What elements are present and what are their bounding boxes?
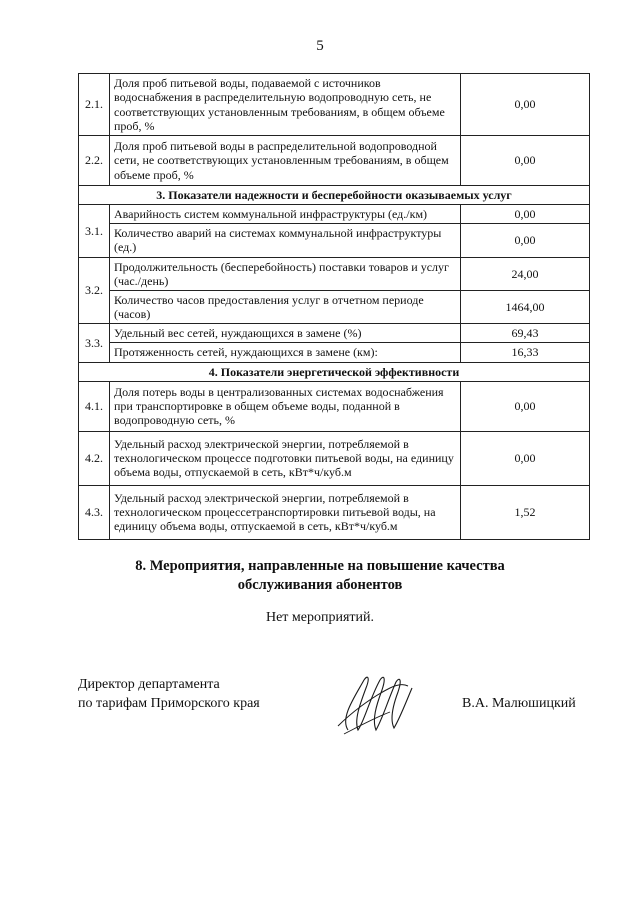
indicator-description: Протяженность сетей, нуждающихся в замене (км): [110,343,461,362]
table-section-row [79,186,590,205]
row-number: 2.2. [79,136,110,186]
indicator-description: Удельный вес сетей, нуждающихся в замене (%) [110,324,461,343]
section-heading: 3. Показатели надежности и бесперебойности оказываемых услуг [79,186,590,205]
table-row [79,324,590,343]
signer-position-line-1: Директор департамента [78,677,220,692]
indicator-value: 0,00 [461,381,590,431]
table-row [79,381,590,431]
table-row [79,290,590,323]
table-row [79,257,590,290]
indicator-description: Аварийность систем коммунальной инфраструктуры (ед./км) [110,205,461,224]
indicator-description: Удельный расход электрической энергии, потребляемой в технологическом процессе подготовки питьевой воды, на единицу объема воды, отпускаемой в сеть, кВт*ч/куб.м [110,431,461,485]
table-row [79,136,590,186]
signer-name: В.А. Малюшицкий [462,696,576,711]
row-number: 2.1. [79,74,110,136]
measures-title-line-1: 8. Мероприятия, направленные на повышение качества [135,558,505,574]
indicator-value: 69,43 [461,324,590,343]
table-row [79,431,590,485]
indicators-table-body [79,74,590,540]
indicator-description: Доля потерь воды в централизованных системах водоснабжения при транспортировке в общем объеме воды, поданной в водопроводную сеть, % [110,381,461,431]
indicator-value: 0,00 [461,136,590,186]
table-row [79,224,590,257]
measures-title-line-2: обслуживания абонентов [237,576,403,593]
no-measures-text: Нет мероприятий. [265,610,375,625]
indicator-value: 24,00 [461,257,590,290]
indicator-description: Доля проб питьевой воды, подаваемой с источников водоснабжения в распределительную водопроводную сеть, не соответствующих установленным требованиям, в общем объеме проб, % [110,74,461,136]
signer-position-line-2: по тарифам Приморского края [78,695,260,711]
table-row [79,485,590,539]
indicator-value: 1,52 [461,485,590,539]
page-number: 5 [316,38,324,54]
indicator-description: Удельный расход электрической энергии, потребляемой в технологическом процессетранспортировки питьевой воды, на единицу объема воды, отпускаемой в сеть, кВт*ч/куб.м [110,485,461,539]
measures-section-title [0,557,640,595]
signer-position [78,676,260,714]
table-row [79,205,590,224]
indicators-table [78,73,590,540]
indicator-description: Количество часов предоставления услуг в отчетном периоде (часов) [110,290,461,323]
row-number: 4.3. [79,485,110,539]
row-number: 3.2. [79,257,110,324]
handwritten-signature [330,668,420,742]
indicator-value: 0,00 [461,74,590,136]
indicator-value: 0,00 [461,431,590,485]
indicator-description: Количество аварий на системах коммунальной инфраструктуры (ед.) [110,224,461,257]
indicator-value: 16,33 [461,343,590,362]
table-section-row [79,362,590,381]
row-number: 3.1. [79,205,110,257]
indicator-value: 0,00 [461,224,590,257]
table-row [79,343,590,362]
row-number: 4.2. [79,431,110,485]
table-row [79,74,590,136]
row-number: 3.3. [79,324,110,362]
indicator-value: 1464,00 [461,290,590,323]
row-number: 4.1. [79,381,110,431]
indicator-description: Доля проб питьевой воды в распределительной водопроводной сети, не соответствующих установленным требованиям, в общем объеме проб, % [110,136,461,186]
indicator-value: 0,00 [461,205,590,224]
indicator-description: Продолжительность (бесперебойность) поставки товаров и услуг (час./день) [110,257,461,290]
section-heading: 4. Показатели энергетической эффективности [79,362,590,381]
